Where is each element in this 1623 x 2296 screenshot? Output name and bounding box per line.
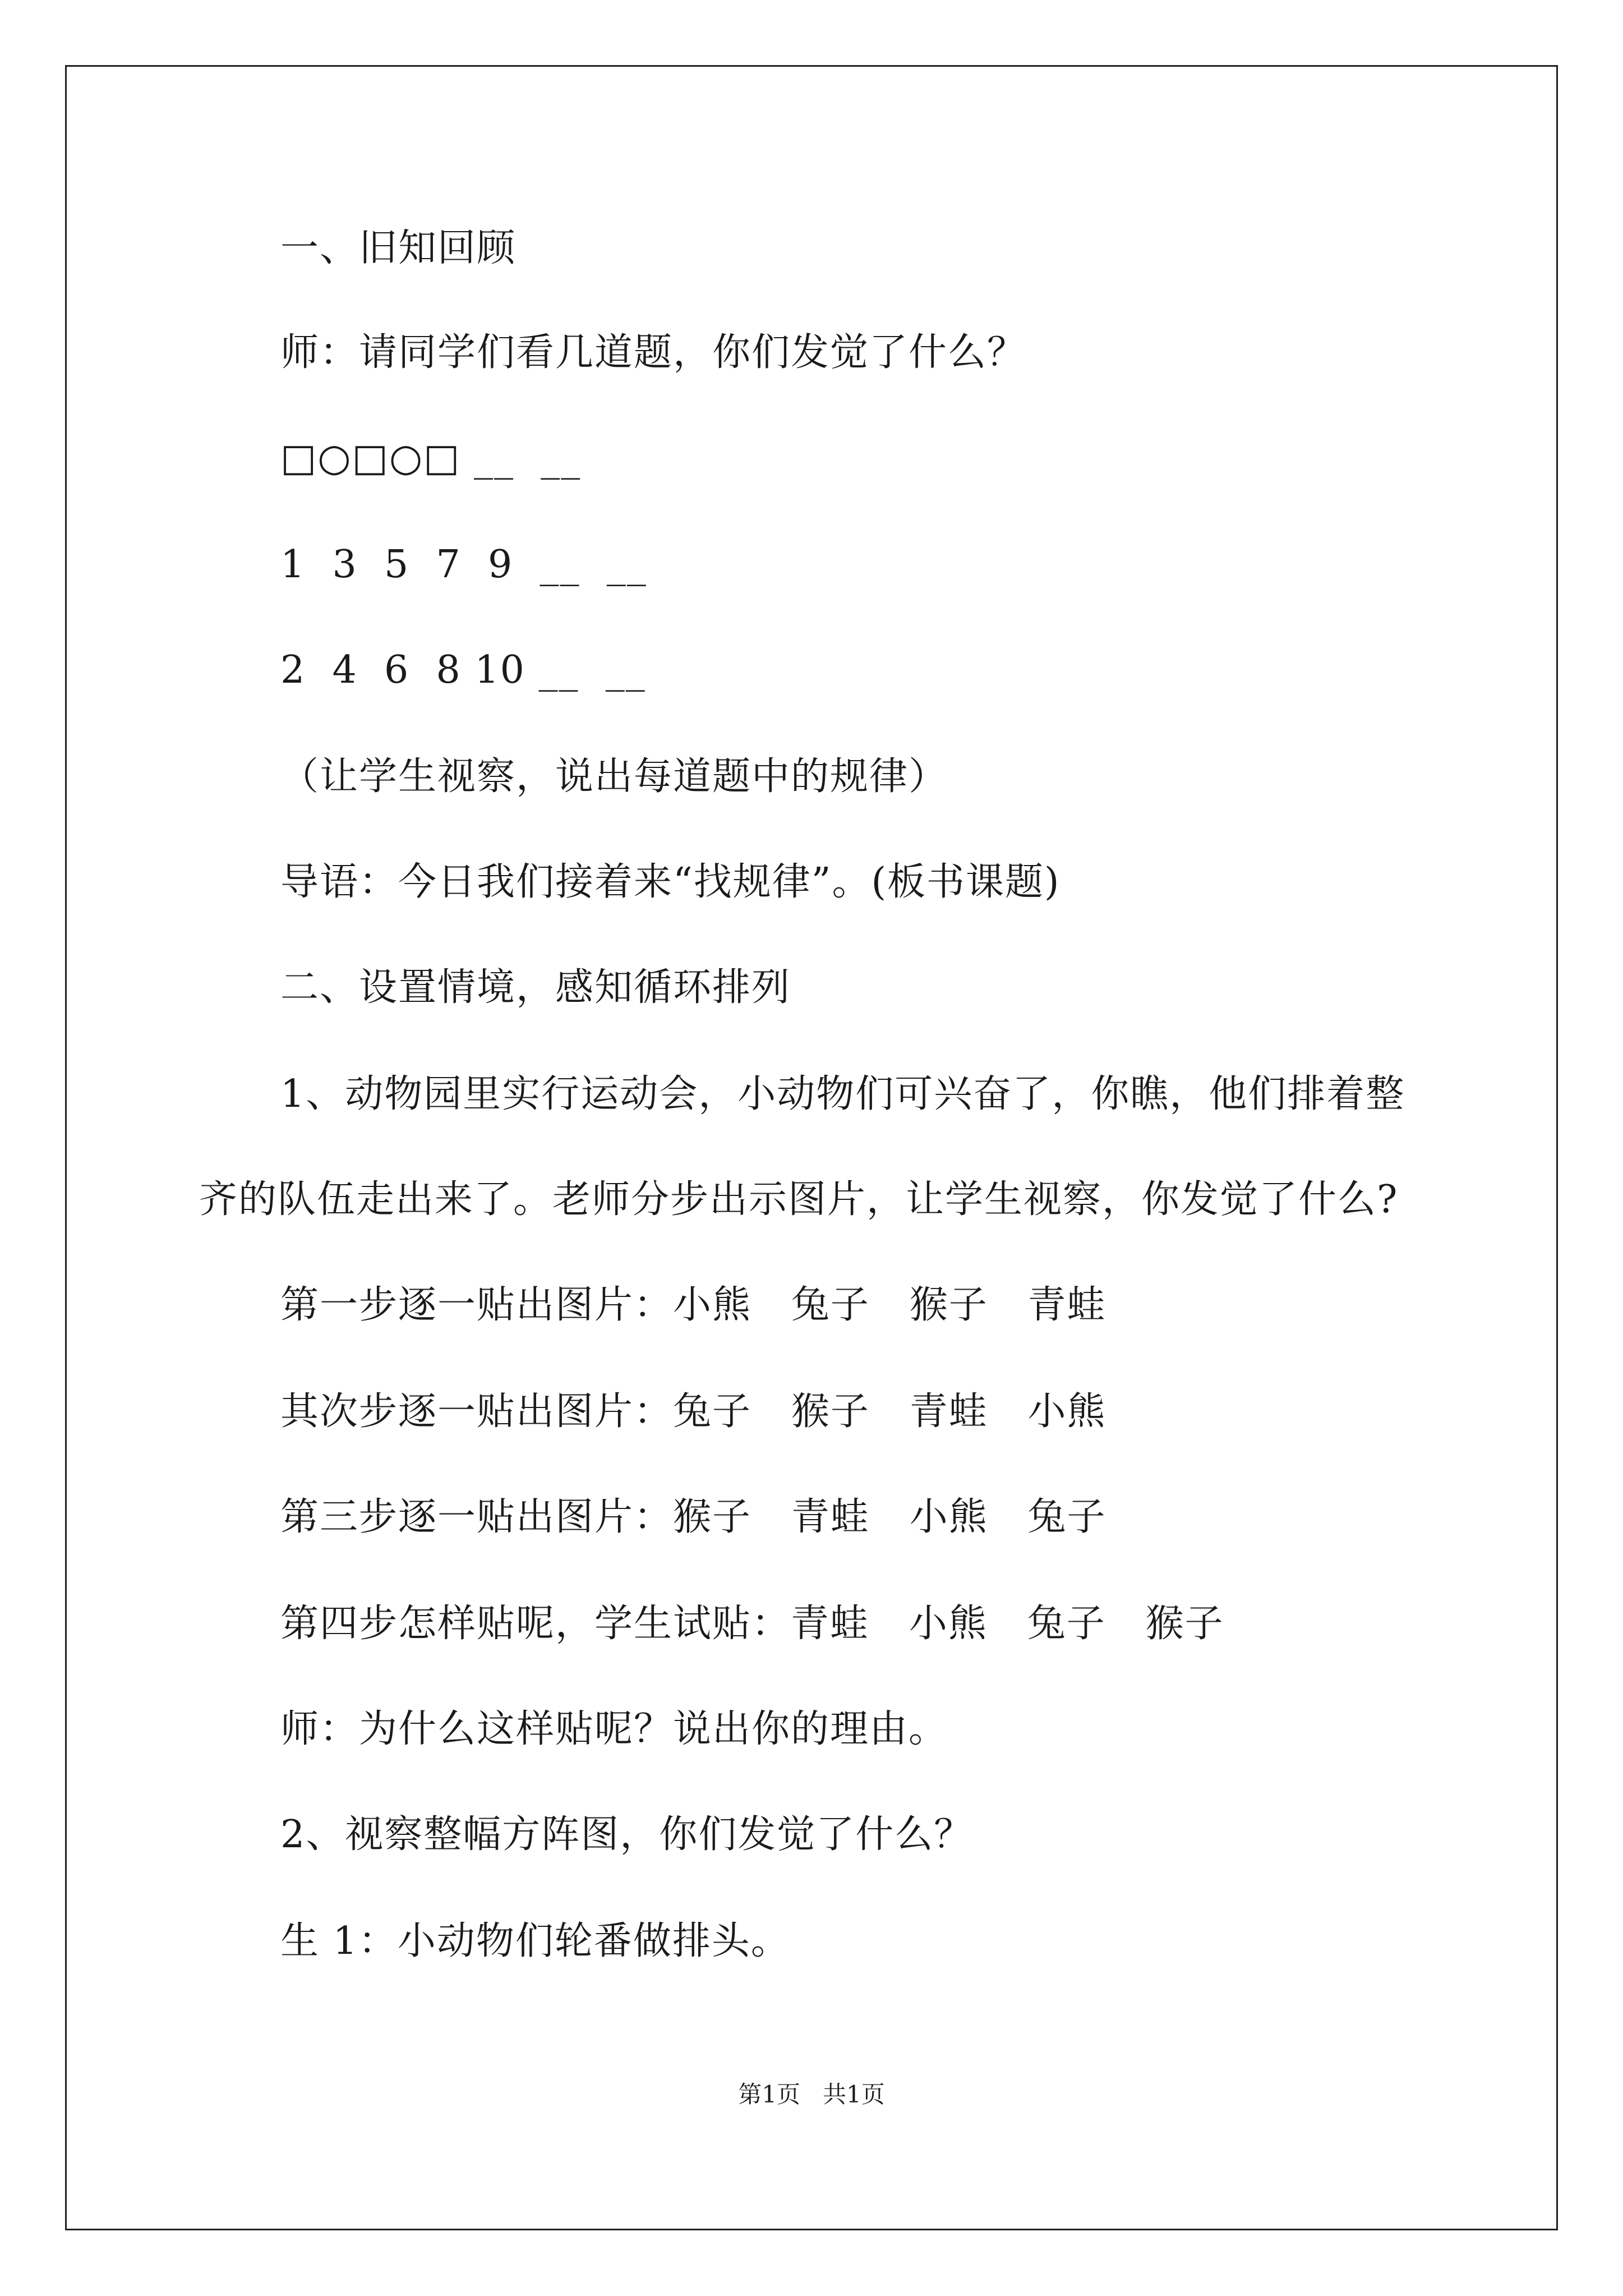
teacher-question: 师：请同学们看几道题，你们发觉了什么？ (280, 330, 1027, 375)
step-four: 第四步怎样贴呢，学生试贴：青蛙 小熊 兔子 猴子 (280, 1602, 1224, 1646)
odd-number-pattern: 1 3 5 7 9 __ __ (280, 542, 647, 587)
observation-note: （让学生视察，说出每道题中的规律） (280, 754, 948, 799)
step-three: 第三步逐一贴出图片：猴子 青蛙 小熊 兔子 (280, 1495, 1106, 1539)
paragraph-line-2: 齐的队伍走出来了。老师分步出示图片，让学生视察，你发觉了什么? (199, 1177, 1399, 1222)
teacher-why: 师：为什么这样贴呢？说出你的理由。 (280, 1707, 948, 1751)
section-heading-situation: 二、设置情境，感知循环排列 (280, 965, 791, 1010)
step-one: 第一步逐一贴出图片：小熊 兔子 猴子 青蛙 (280, 1283, 1106, 1327)
page-footer: 第1页 共1页 (738, 2081, 885, 2108)
student-answer-1: 生 1：小动物们轮番做排头。 (280, 1919, 790, 1963)
shape-pattern: □○□○□ __ __ (280, 436, 582, 480)
even-number-pattern: 2 4 6 8 10 __ __ (280, 648, 646, 692)
step-two: 其次步逐一贴出图片：兔子 猴子 青蛙 小熊 (280, 1389, 1106, 1434)
section-heading-review: 一、旧知回顾 (280, 226, 517, 270)
lead-in: 导语：今日我们接着来“找规律”。(板书课题) (280, 860, 1061, 904)
paragraph-line-1: 1、动物园里实行运动会，小动物们可兴奋了，你瞧，他们排着整 (280, 1072, 1405, 1116)
page-border (65, 65, 1558, 2230)
observe-matrix: 2、视察整幅方阵图，你们发觉了什么？ (280, 1812, 974, 1857)
